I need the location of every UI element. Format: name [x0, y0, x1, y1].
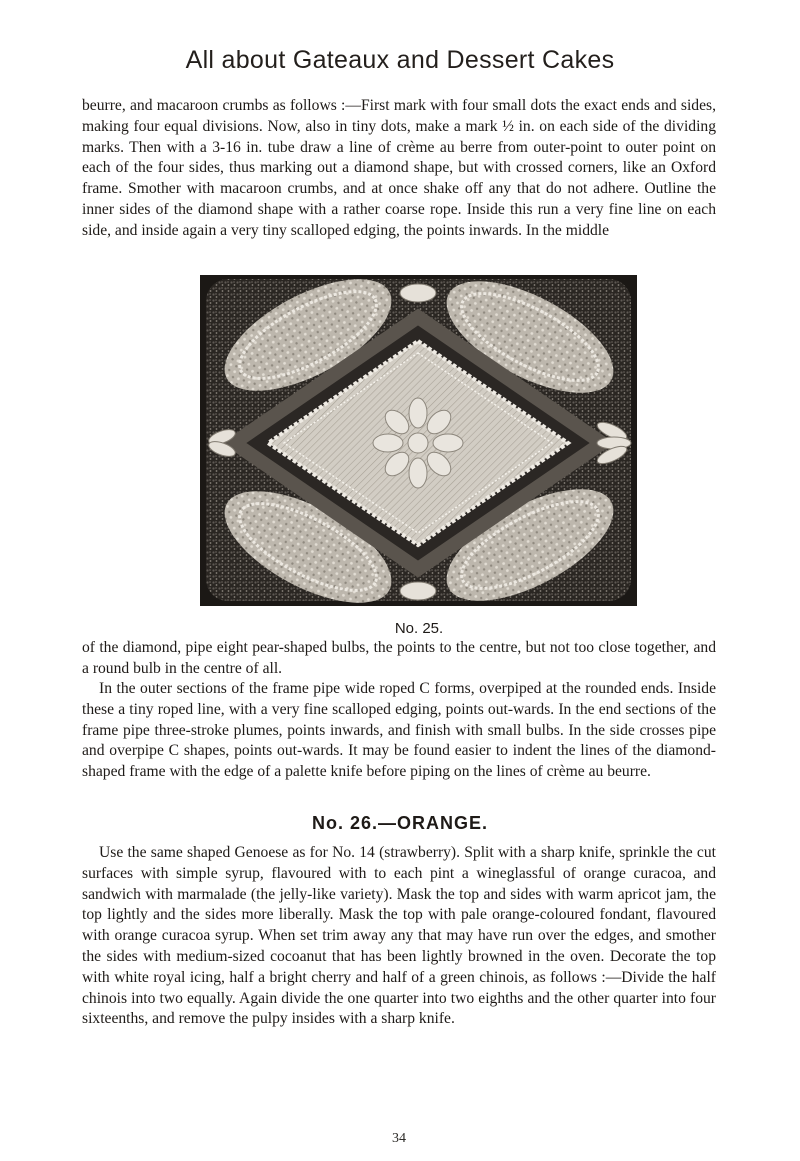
body-paragraph: of the diamond, pipe eight pear-shaped bulbs, the points to the centre, but not too close together, and a round bulb in the centre of all.: [82, 639, 716, 677]
cake-photo-illustration: [200, 275, 637, 606]
figure-caption: No. 25.: [394, 620, 444, 637]
running-title: All about Gateaux and Dessert Cakes: [185, 46, 615, 74]
body-paragraph: In the outer sections of the frame pipe wide roped C forms, overpiped at the rounded ends. Inside these a tiny roped line, with a very fine scalloped edging, points out-wards. In the end sections of the frame pipe three-stroke plumes, points inwards, and finish with small bulbs. In the side crosses pipe and overpipe C shapes, points out-wards. It may be found easier to indent the lines of the diamond-shaped frame with the edge of a palette knife before piping on the lines of crème au beurre.: [82, 680, 716, 781]
section-heading: No. 26.—ORANGE.: [311, 813, 489, 833]
body-paragraph: beurre, and macaroon crumbs as follows :—First mark with four small dots the exact ends and sides, making four equal divisions. Now, also in tiny dots, make a mark ½ in. on each side of the dividing marks. Then with a 3-16 in. tube draw a line of crème au berre from outer-point to outer point on each of the four sides, thus marking out a diamond shape, but with crossed corners, like an Oxford frame. Smother with macaroon crumbs, and at once shake off any that do not adhere. Outline the inner sides of the diamond shape with a rather coarse rope. Inside this run a very fine line on each side, and inside again a very tiny scalloped edging, the points inwards. In the middle: [82, 97, 716, 239]
page-number: 34: [392, 1131, 406, 1146]
body-paragraph: Use the same shaped Genoese as for No. 14 (strawberry). Split with a sharp knife, sprinkle the cut surfaces with simple syrup, flavoured with to each pint a wineglassful of orange curacoa, and sandwich with marmalade (the jelly-like variety). Mask the top and sides with warm apricot jam, the top lightly and the sides more liberally. Mask the top with pale orange-coloured fondant, flavoured with orange curacoa syrup. When set trim away any that may have run over the edges, and smother the sides with medium-sized cocoanut that has been lightly browned in the oven. Decorate the top with white royal icing, half a bright cherry and half of a green chinois, as follows :—Divide the half chinois into two equally. Again divide the one quarter into two eighths and the other quarter into four sixteenths, and remove the pulpy insides with a sharp knife.: [82, 844, 716, 1028]
cake-photograph: [200, 275, 637, 606]
